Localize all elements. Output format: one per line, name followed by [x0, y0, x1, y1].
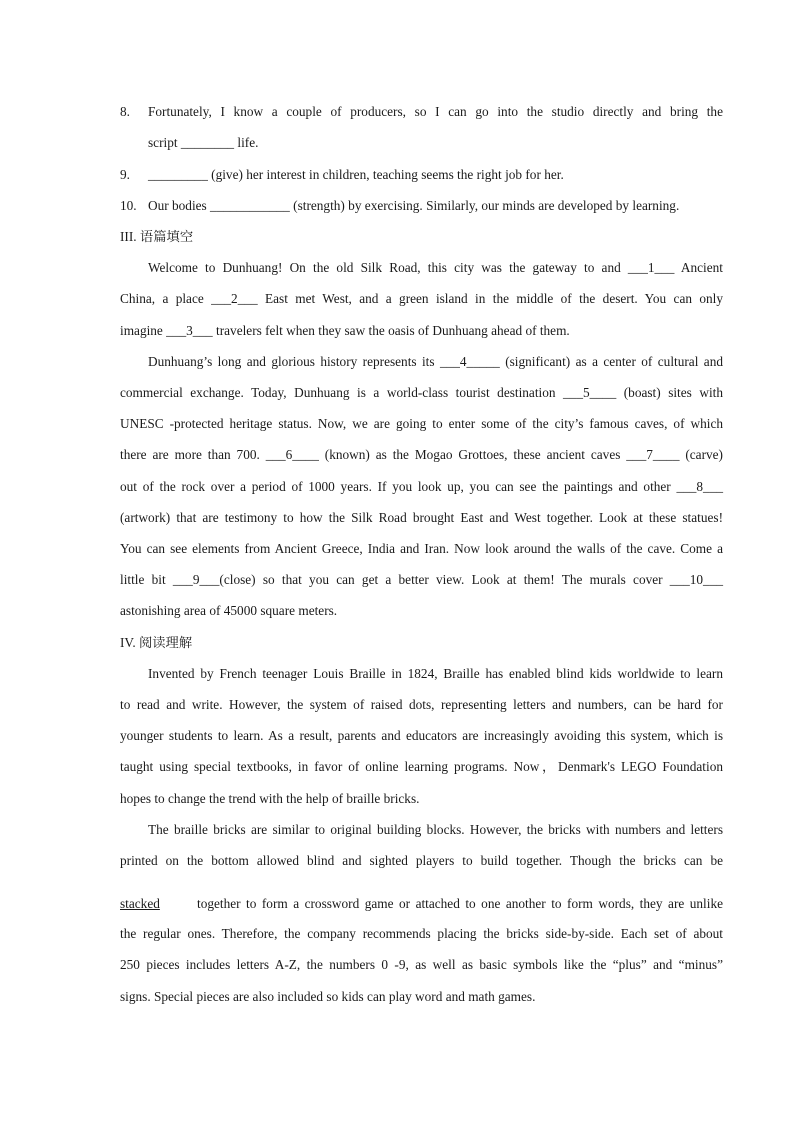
section-4-line: 250 pieces includes letters A-Z, the numbers 0 -9, as well as basic symbols like the “plus” and “minus”: [120, 957, 723, 972]
section-3-line: out of the rock over a period of 1000 years. If you look up, you can see the paintings and other ___8___: [120, 479, 723, 494]
section-3-line: imagine ___3___ travelers felt when they saw the oasis of Dunhuang ahead of them.: [120, 323, 570, 338]
underlined-word-stacked: stacked: [120, 896, 160, 911]
section-4-line: together to form a crossword game or attached to one another to form words, they are unlike: [197, 896, 723, 911]
item-10-number: 10.: [120, 198, 137, 213]
section-3-line: astonishing area of 45000 square meters.: [120, 603, 338, 618]
section-3-line: commercial exchange. Today, Dunhuang is a world-class tourist destination ___5____ (boast) sites with: [120, 385, 723, 400]
section-3-line: there are more than 700. ___6____ (known) as the Mogao Grottoes, these ancient caves ___7____ (carve): [120, 447, 723, 462]
section-4-line: to read and write. However, the system of raised dots, representing letters and numbers, can be hard for: [120, 697, 723, 712]
section-3-line: Dunhuang’s long and glorious history represents its ___4_____ (significant) as a center of cultural and: [148, 354, 723, 369]
section-3-line: little bit ___9___(close) so that you can get a better view. Look at them! The murals cover ___10___: [120, 572, 723, 587]
section-3-line: You can see elements from Ancient Greece, India and Iran. Now look around the walls of the cave. Come a: [120, 541, 723, 556]
section-4-line: The braille bricks are similar to original building blocks. However, the bricks with numbers and letters: [148, 822, 723, 837]
section-4-line: printed on the bottom allowed blind and sighted players to build together. Though the bricks can be: [120, 853, 723, 868]
section-3-line: China, a place ___2___ East met West, and a green island in the middle of the desert. You can only: [120, 291, 723, 306]
section-4-line: Invented by French teenager Louis Braille in 1824, Braille has enabled blind kids worldwide to learn: [148, 666, 723, 681]
section-4-line: younger students to learn. As a result, parents and educators are increasingly avoiding this system, which is: [120, 728, 723, 743]
section-3-line: UNESC -protected heritage status. Now, we are going to enter some of the city’s famous caves, of which: [120, 416, 723, 431]
section-3-line: Welcome to Dunhuang! On the old Silk Road, this city was the gateway to and ___1___ Ancient: [148, 260, 723, 275]
section-4-heading: IV. 阅读理解: [120, 635, 193, 650]
section-4-line: signs. Special pieces are also included so kids can play word and math games.: [120, 989, 536, 1004]
item-8-number: 8.: [120, 104, 130, 119]
section-3-heading: III. 语篇填空: [120, 229, 194, 244]
item-8-line2: script ________ life.: [148, 135, 259, 150]
section-4-line: the regular ones. Therefore, the company recommends placing the bricks side-by-side. Each set of about: [120, 926, 723, 941]
section-4-line: hopes to change the trend with the help of braille bricks.: [120, 791, 420, 806]
item-8-line1: Fortunately, I know a couple of producers, so I can go into the studio directly and bring the: [148, 104, 723, 119]
item-9-text: _________ (give) her interest in children, teaching seems the right job for her.: [148, 167, 564, 182]
section-3-line: (artwork) that are testimony to how the Silk Road brought East and West together. Look at these statues!: [120, 510, 723, 525]
section-4-line: taught using special textbooks, in favor of online learning programs. Now，Denmark's LEGO Foundation: [120, 759, 723, 774]
item-9-number: 9.: [120, 167, 130, 182]
item-10-text: Our bodies ____________ (strength) by exercising. Similarly, our minds are developed by learning.: [148, 198, 680, 213]
